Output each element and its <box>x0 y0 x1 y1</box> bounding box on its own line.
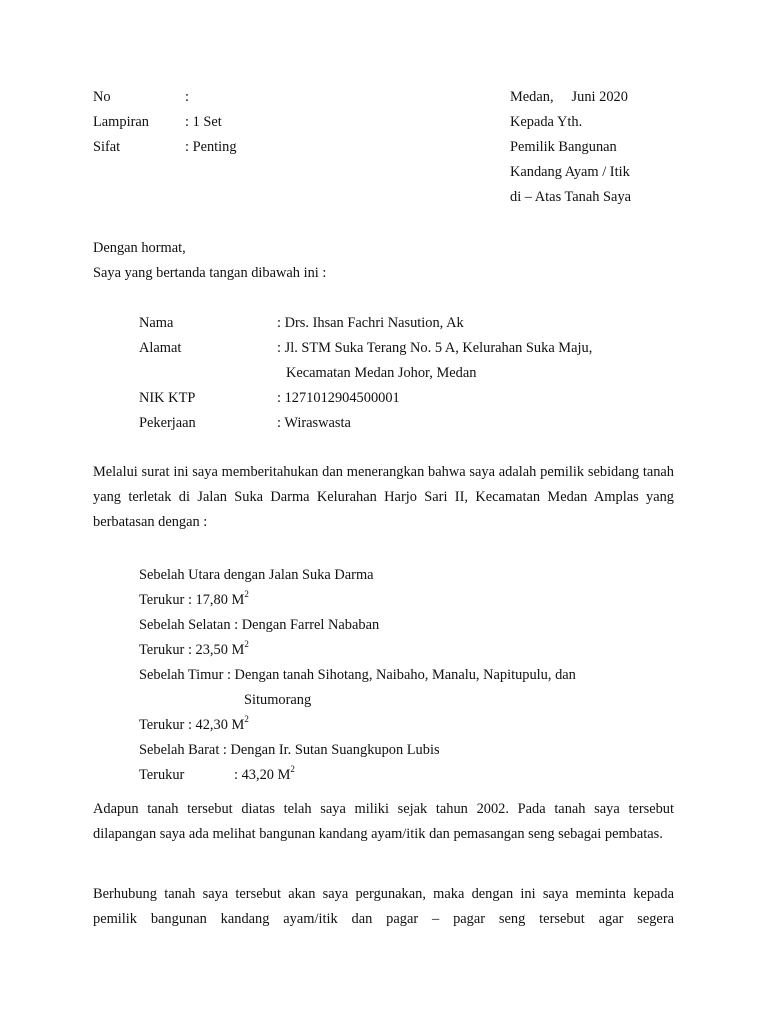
sifat-label: Sifat <box>93 139 121 155</box>
paragraph-1: Melalui surat ini saya memberitahukan dan menerangkan bahwa saya adalah pemilik sebidang tanah yang terletak di Jalan Suka Darma Kelurahan Harjo Sari II, Kecamatan Medan Amplas yang berbatasan dengan : <box>93 464 674 530</box>
recipient-line-2: Pemilik Bangunan <box>510 139 617 155</box>
boundary-south: Sebelah Selatan : Dengan Farrel Nababan <box>139 617 380 633</box>
nik-label: NIK KTP <box>139 390 196 406</box>
boundary-east: Sebelah Timur : Dengan tanah Sihotang, Naibaho, Manalu, Napitupulu, dan <box>139 667 576 683</box>
pekerjaan-value: : Wiraswasta <box>277 415 351 431</box>
boundary-east-2: Situmorang <box>244 692 312 708</box>
alamat-value: : Jl. STM Suka Terang No. 5 A, Kelurahan Suka Maju, <box>277 340 593 356</box>
pekerjaan-label: Pekerjaan <box>139 415 196 431</box>
boundary-south-measure: Terukur : 23,50 $M^2$ <box>139 639 249 658</box>
nik-value: : 1271012904500001 <box>277 390 400 406</box>
boundary-east-measure: Terukur : 42,30 $M^2$ <box>139 714 249 733</box>
no-value: : <box>185 89 189 105</box>
nama-label: Nama <box>139 315 174 331</box>
boundary-west-measure: : 43,20 $M^2$ <box>234 764 295 783</box>
superscript-2: 2 <box>290 764 295 775</box>
recipient-line-3: Kandang Ayam / Itik <box>510 164 630 180</box>
paragraph-3: Berhubung tanah saya tersebut akan saya pergunakan, maka dengan ini saya meminta kepada pemilik bangunan kandang ayam/itik dan pagar – pagar seng tersebut agar segera <box>93 886 674 927</box>
place-date: Medan, Juni 2020 <box>510 89 628 105</box>
lampiran-label: Lampiran <box>93 114 149 130</box>
alamat-value-2: Kecamatan Medan Johor, Medan <box>286 365 477 381</box>
superscript-2: 2 <box>244 589 249 600</box>
salutation: Dengan hormat, <box>93 240 186 256</box>
boundary-north-measure: Terukur : 17,80 $M^2$ <box>139 589 249 608</box>
recipient-line-1: Kepada Yth. <box>510 114 583 130</box>
superscript-2: 2 <box>244 714 249 725</box>
recipient-line-4: di – Atas Tanah Saya <box>510 189 632 205</box>
nama-value: : Drs. Ihsan Fachri Nasution, Ak <box>277 315 464 331</box>
intro-line: Saya yang bertanda tangan dibawah ini : <box>93 265 327 281</box>
boundary-north: Sebelah Utara dengan Jalan Suka Darma <box>139 567 374 583</box>
lampiran-value: : 1 Set <box>185 114 222 130</box>
alamat-label: Alamat <box>139 340 182 356</box>
no-label: No <box>93 89 111 105</box>
boundary-west-measure-label: Terukur <box>139 767 185 783</box>
boundary-west: Sebelah Barat : Dengan Ir. Sutan Suangkupon Lubis <box>139 742 440 758</box>
paragraph-2: Adapun tanah tersebut diatas telah saya miliki sejak tahun 2002. Pada tanah saya tersebut dilapangan saya ada melihat bangunan kandang ayam/itik dan pemasangan seng sebagai pembatas. <box>93 801 674 842</box>
sifat-value: : Penting <box>185 139 237 155</box>
superscript-2: 2 <box>244 639 249 650</box>
